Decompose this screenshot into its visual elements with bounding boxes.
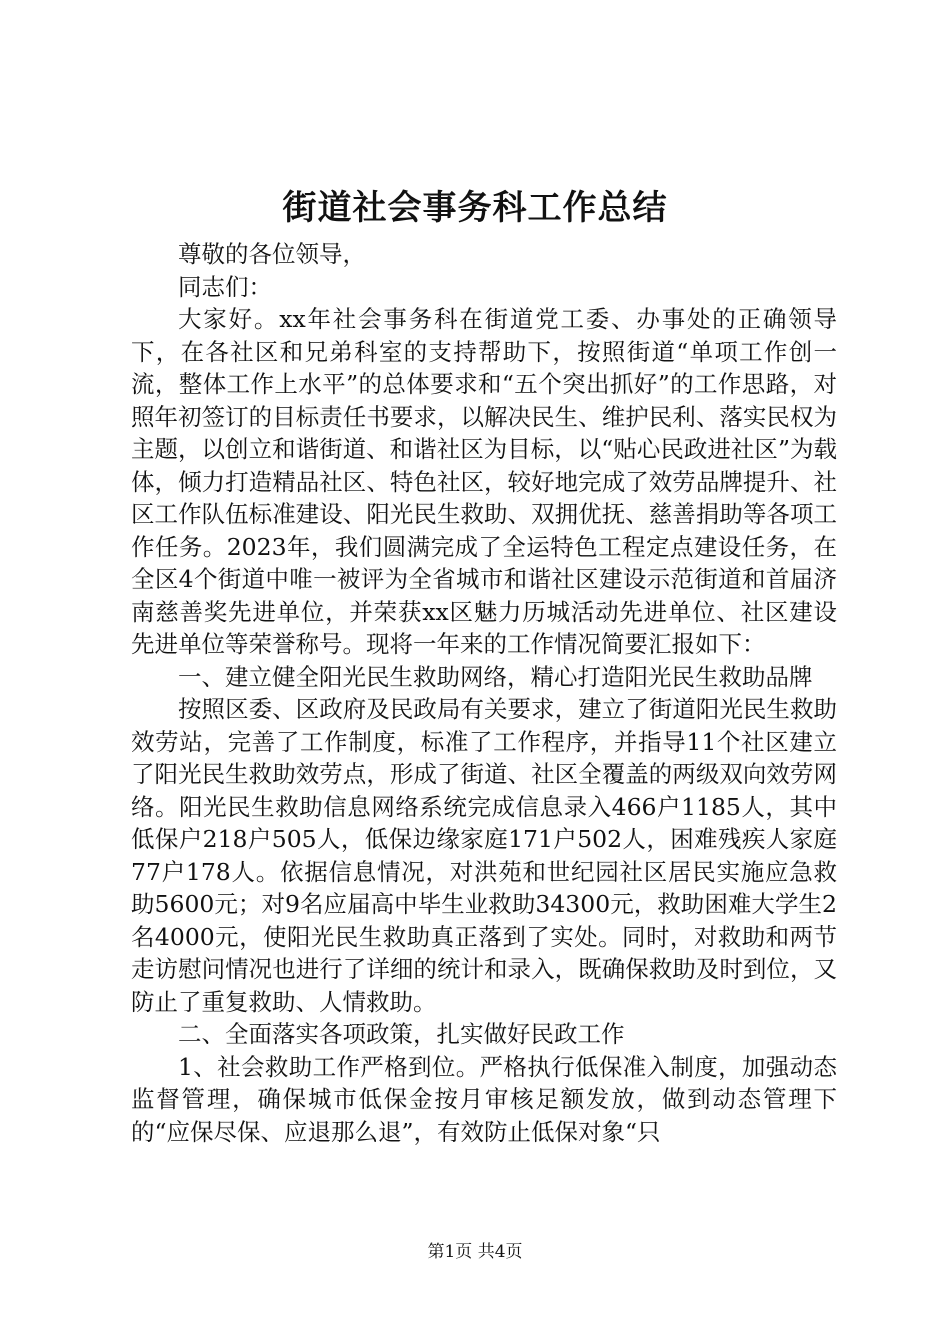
document-title: 街道社会事务科工作总结	[282, 188, 668, 228]
page-footer: 第1页 共4页	[427, 1242, 523, 1262]
section-heading: 一、建立健全阳光民生救助网络，精心打造阳光民生救助品牌	[178, 662, 813, 691]
section-heading: 二、全面落实各项政策，扎实做好民政工作	[178, 1020, 625, 1048]
salutation-line: 尊敬的各位领导，	[178, 240, 366, 268]
document-body	[131, 238, 837, 1148]
salutation-line: 同志们：	[178, 272, 272, 301]
paragraph: 大家好。xx年社会事务科在街道党工委、办事处的正确领导下，在各社区和兄弟科室的支持帮助下，按照街道“单项工作创一流，整体工作上水平”的总体要求和“五个突出抓好”的工作思路，对照年初签订的目标责任书要求，以解决民生、维护民利、落实民权为主题，以创立和谐街道、和谐社区为目标，以“贴心民政进社区”为载体，倾力打造精品社区、特色社区，较好地完成了效劳品牌提升、社区工作队伍标准建设、阳光民生救助、双拥优抚、慈善捐助等各项工作任务。2023年，我们圆满完成了全运特色工程定点建设任务，在全区4个街道中唯一被评为全省城市和谐社区建设示范街道和首届济南慈善奖先进单位，并荣获xx区魅力历城活动先进单位、社区建设先进单位等荣誉称号。现将一年来的工作情况简要汇报如下：	[131, 305, 837, 658]
paragraph: 按照区委、区政府及民政局有关要求，建立了街道阳光民生救助效劳站，完善了工作制度，标准了工作程序，并指导11个社区建立了阳光民生救助效劳点，形成了街道、社区全覆盖的两级双向效劳网络。阳光民生救助信息网络系统完成信息录入466户1185人，其中低保户218户505人，低保边缘家庭171户502人，困难残疾人家庭77户178人。依据信息情况，对洪苑和世纪园社区居民实施应急救助5600元；对9名应届高中毕生业救助34300元，救助困难大学生2名4000元，使阳光民生救助真正落到了实处。同时，对救助和两节走访慰问情况也进行了详细的统计和录入，既确保救助及时到位，又防止了重复救助、人情救助。	[131, 695, 837, 1016]
paragraph: 1、社会救助工作严格到位。严格执行低保准入制度，加强动态监督管理，确保城市低保金按月审核足额发放，做到动态管理下的“应保尽保、应退那么退”，有效防止低保对象“只	[131, 1052, 837, 1146]
